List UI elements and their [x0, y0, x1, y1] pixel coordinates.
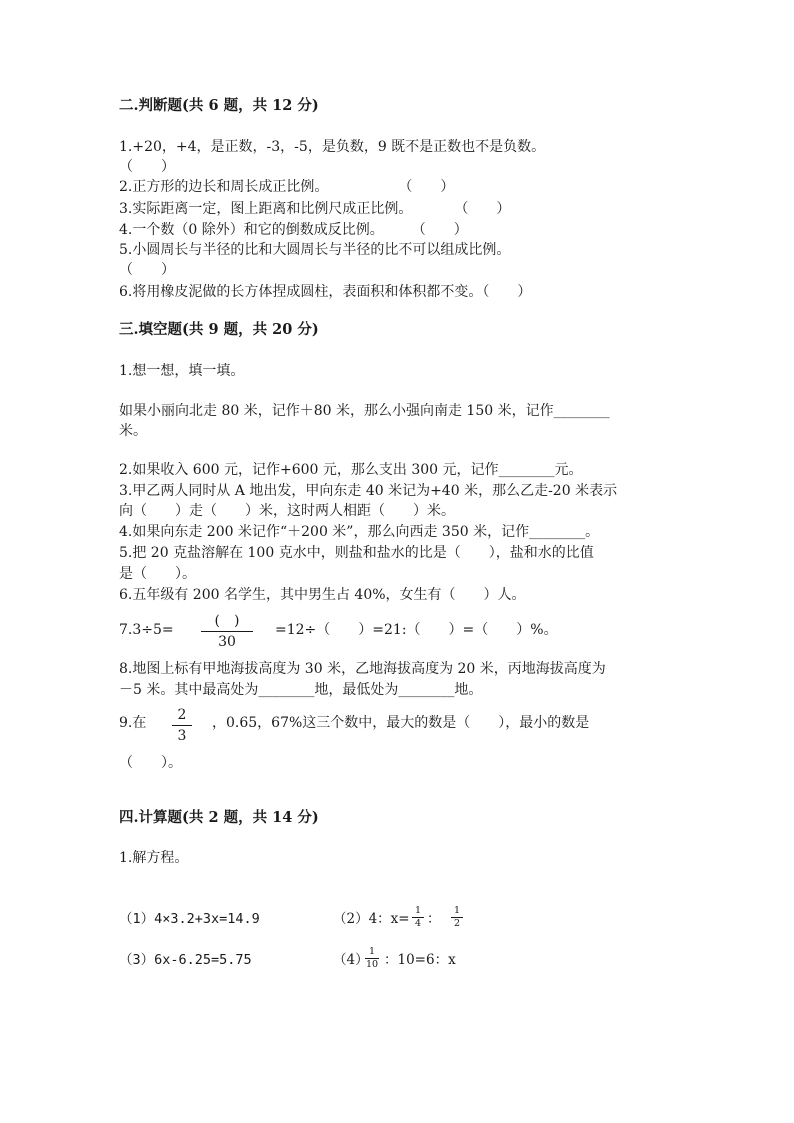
fill-q5-line2: 是（ ）。	[119, 566, 196, 582]
fill-q9-fraction-numerator: 2	[177, 707, 187, 723]
equation-4-fraction	[365, 947, 379, 970]
judgement-q1-answer: （ ）	[119, 159, 175, 175]
fill-q6: 6.五年级有 200 名学生，其中男生占 40%，女生有（ ）人。	[119, 587, 526, 603]
calc-q1-title: 1.解方程。	[119, 850, 189, 866]
fill-q8-line1: 8.地图上标有甲地海拔高度为 30 米，乙地海拔高度为 20 米，丙地海拔高度为	[119, 661, 606, 677]
equation-4-suffix: ：10=6：x	[384, 952, 456, 968]
equation-2-fraction-1-numerator: 1	[414, 905, 422, 916]
fill-q1-line2: 米。	[119, 423, 147, 439]
equation-2-fraction-2-numerator: 1	[453, 905, 461, 916]
equation-2-fraction-1	[412, 906, 424, 929]
equation-4-fraction-denominator: 10	[365, 959, 379, 970]
fraction-bar	[172, 725, 192, 726]
section-heading-fill: 三.填空题(共 9 题，共 20 分)	[119, 321, 319, 338]
fill-q7-suffix: =12÷（ ）=21:（ ）=（ ）%。	[275, 622, 558, 638]
equation-2-fraction-2	[451, 906, 463, 929]
section-heading-calculation: 四.计算题(共 2 题，共 14 分)	[119, 809, 319, 826]
equation-2-fraction-2-denominator: 2	[453, 918, 461, 929]
equation-2-fraction-1-denominator: 4	[414, 918, 422, 929]
fill-q7-fraction-denominator: 30	[218, 634, 236, 650]
judgement-q1-line1: 1.+20，+4，是正数，-3，-5，是负数，9 既不是正数也不是负数。	[119, 139, 546, 155]
fill-q9-line2: （ ）。	[119, 755, 182, 771]
equation-4-fraction-numerator: 1	[368, 946, 376, 957]
fill-q9-fraction-denominator: 3	[177, 728, 187, 744]
fill-q7-fraction	[201, 612, 253, 651]
equation-4-prefix: （4）	[333, 952, 369, 968]
judgement-q5-line1: 5.小圆周长与半径的比和大圆周长与半径的比不可以组成比例。	[119, 242, 511, 258]
fill-q4: 4.如果向东走 200 米记作“＋200 米”，那么向西走 350 米，记作________。	[119, 524, 600, 540]
fill-q1-title: 1.想一想，填一填。	[119, 363, 245, 379]
equation-2-prefix: （2）4：x=	[333, 911, 410, 927]
judgement-q4: 4.一个数（0 除外）和它的倒数成反比例。 （ ）	[119, 222, 468, 238]
judgement-q6: 6.将用橡皮泥做的长方体捏成圆柱，表面积和体积都不变。（ ）	[119, 284, 532, 300]
equation-1: （1）4×3.2+3x=14.9	[119, 911, 260, 927]
fill-q2: 2.如果收入 600 元，记作+600 元，那么支出 300 元，记作________元。	[119, 462, 583, 478]
fill-q1-line1: 如果小丽向北走 80 米，记作＋80 米，那么小强向南走 150 米，记作________	[119, 403, 610, 419]
fill-q7-fraction-numerator: ( )	[214, 613, 240, 629]
equation-3: （3）6x-6.25=5.75	[119, 952, 252, 968]
judgement-q2: 2.正方形的边长和周长成正比例。 （ ）	[119, 179, 455, 195]
fill-q9-prefix: 9.在	[119, 715, 147, 731]
fraction-bar	[201, 631, 253, 632]
judgement-q5-answer: （ ）	[119, 262, 175, 278]
section-heading-judgement: 二.判断题(共 6 题，共 12 分)	[119, 97, 319, 114]
fill-q7-prefix: 7.3÷5=	[119, 622, 174, 638]
fill-q3-line2: 向（ ）走（ ）米，这时两人相距（ ）米。	[119, 503, 455, 519]
fill-q8-line2: －5 米。其中最高处为________地，最低处为________地。	[119, 682, 483, 698]
fill-q9-fraction	[172, 706, 192, 745]
equation-2-colon: ：	[427, 911, 441, 927]
fill-q9-suffix: ，0.65，67%这三个数中，最大的数是（ ），最小的数是	[212, 715, 590, 731]
fill-q3-line1: 3.甲乙两人同时从 A 地出发，甲向东走 40 米记为+40 米，那么乙走-20 米表示	[119, 483, 618, 499]
fill-q5-line1: 5.把 20 克盐溶解在 100 克水中，则盐和盐水的比是（ ），盐和水的比值	[119, 545, 594, 561]
judgement-q3: 3.实际距离一定，图上距离和比例尺成正比例。 （ ）	[119, 201, 511, 217]
